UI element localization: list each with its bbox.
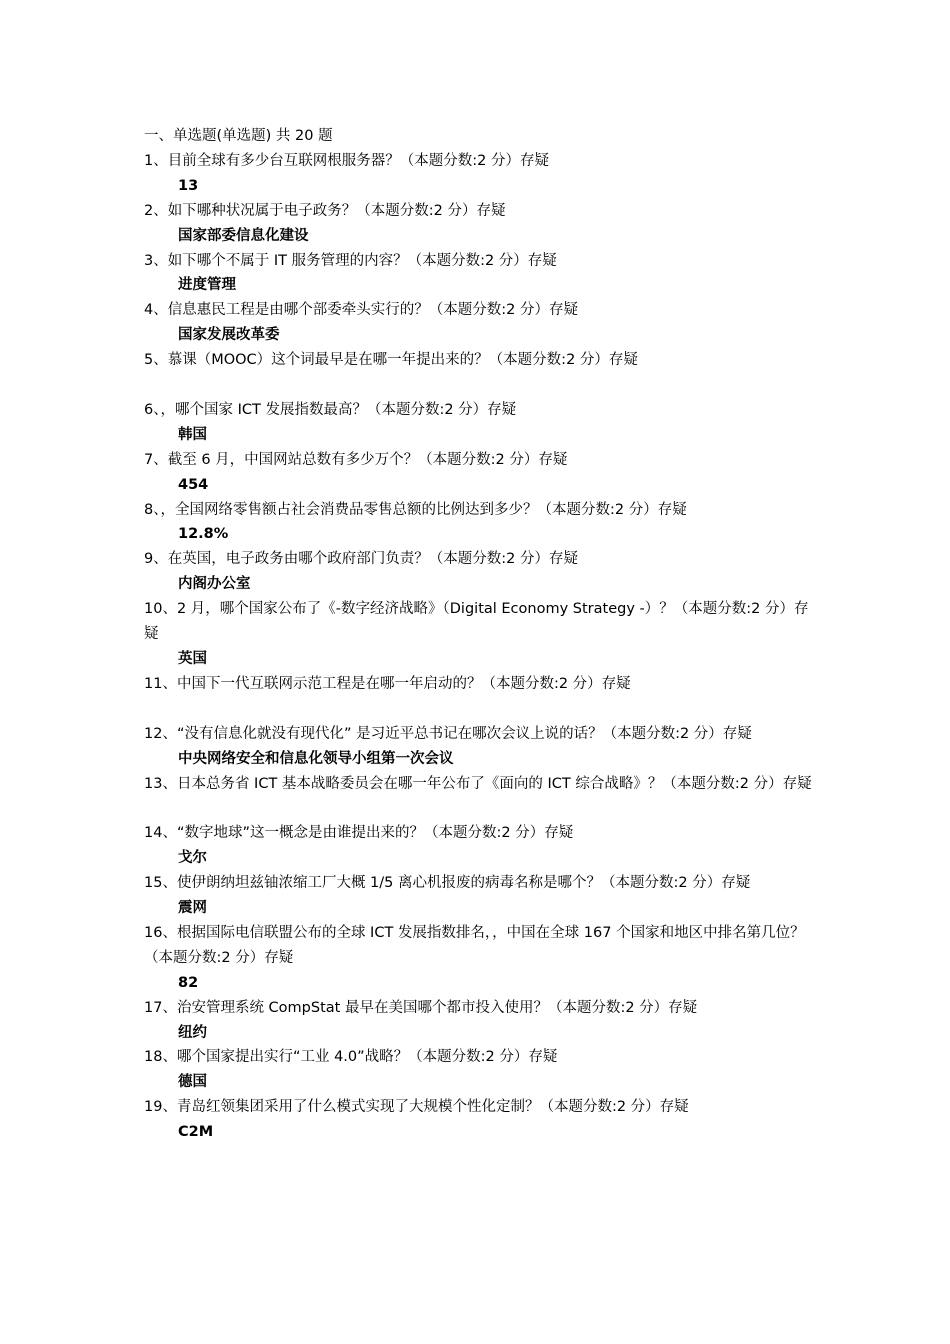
question-8: 8、，全国网络零售额占社会消费品零售总额的比例达到多少？（本题分数:2 分）存疑	[144, 501, 687, 518]
question-11: 11、中国下一代互联网示范工程是在哪一年启动的？（本题分数:2 分）存疑	[144, 675, 631, 692]
answer-2: 国家部委信息化建设	[178, 227, 309, 244]
answer-9: 内阁办公室	[178, 576, 251, 593]
question-14: 14、“数字地球”这一概念是由谁提出来的？（本题分数:2 分）存疑	[144, 825, 574, 842]
question-18: 18、哪个国家提出实行“工业 4.0”战略？（本题分数:2 分）存疑	[144, 1049, 558, 1066]
question-19: 19、青岛红领集团采用了什么模式实现了大规模个性化定制？（本题分数:2 分）存疑	[144, 1099, 689, 1116]
answer-10: 英国	[178, 651, 207, 668]
question-7: 7、截至 6 月，中国网站总数有多少万个？（本题分数:2 分）存疑	[144, 451, 568, 468]
answer-5-blank	[144, 373, 814, 398]
question-13: 13、日本总务省 ICT 基本战略委员会在哪一年公布了《面向的 ICT 综合战略》？（本题分数:2 分）存疑	[144, 775, 812, 792]
question-2: 2、如下哪种状况属于电子政务？（本题分数:2 分）存疑	[144, 202, 506, 219]
question-1: 1、目前全球有多少台互联网根服务器？（本题分数:2 分）存疑	[144, 152, 549, 169]
answer-8: 12.8%	[178, 526, 229, 543]
answer-4: 国家发展改革委	[178, 327, 280, 344]
document-page	[144, 124, 814, 1145]
answer-1: 13	[178, 177, 199, 194]
answer-7: 454	[178, 476, 209, 493]
answer-6: 韩国	[178, 426, 207, 443]
answer-13-blank	[144, 796, 814, 821]
answer-3: 进度管理	[178, 277, 236, 294]
answer-17: 纽约	[178, 1024, 207, 1041]
answer-18: 德国	[178, 1074, 207, 1091]
question-3: 3、如下哪个不属于 IT 服务管理的内容？（本题分数:2 分）存疑	[144, 252, 557, 269]
answer-11-blank	[144, 697, 814, 722]
answer-19: C2M	[178, 1124, 214, 1141]
answer-16: 82	[178, 974, 199, 991]
answer-15: 震网	[178, 900, 207, 917]
question-12: 12、“没有信息化就没有现代化” 是习近平总书记在哪次会议上说的话？（本题分数:2 分）存疑	[144, 725, 752, 742]
answer-14: 戈尔	[178, 850, 207, 867]
answer-12: 中央网络安全和信息化领导小组第一次会议	[178, 750, 454, 767]
question-6: 6、，哪个国家 ICT 发展指数最高？（本题分数:2 分）存疑	[144, 401, 517, 418]
question-4: 4、信息惠民工程是由哪个部委牵头实行的？（本题分数:2 分）存疑	[144, 302, 578, 319]
question-9: 9、在英国，电子政务由哪个政府部门负责？（本题分数:2 分）存疑	[144, 551, 578, 568]
question-5: 5、慕课（MOOC）这个词最早是在哪一年提出来的？（本题分数:2 分）存疑	[144, 352, 638, 369]
question-17: 17、治安管理系统 CompStat 最早在美国哪个都市投入使用？（本题分数:2 分）存疑	[144, 999, 698, 1016]
question-16: 16、根据国际电信联盟公布的全球 ICT 发展指数排名，，中国在全球 167 个国家和地区中排名第几位？（本题分数:2 分）存疑	[144, 924, 805, 966]
question-10: 10、2 月，哪个国家公布了《-数字经济战略》（Digital Economy Strategy -）？（本题分数:2 分）存疑	[144, 601, 809, 643]
question-15: 15、使伊朗纳坦兹铀浓缩工厂大概 1/5 离心机报废的病毒名称是哪个？（本题分数:2 分）存疑	[144, 875, 751, 892]
section-title: 一、单选题(单选题) 共 20 题	[144, 128, 333, 144]
